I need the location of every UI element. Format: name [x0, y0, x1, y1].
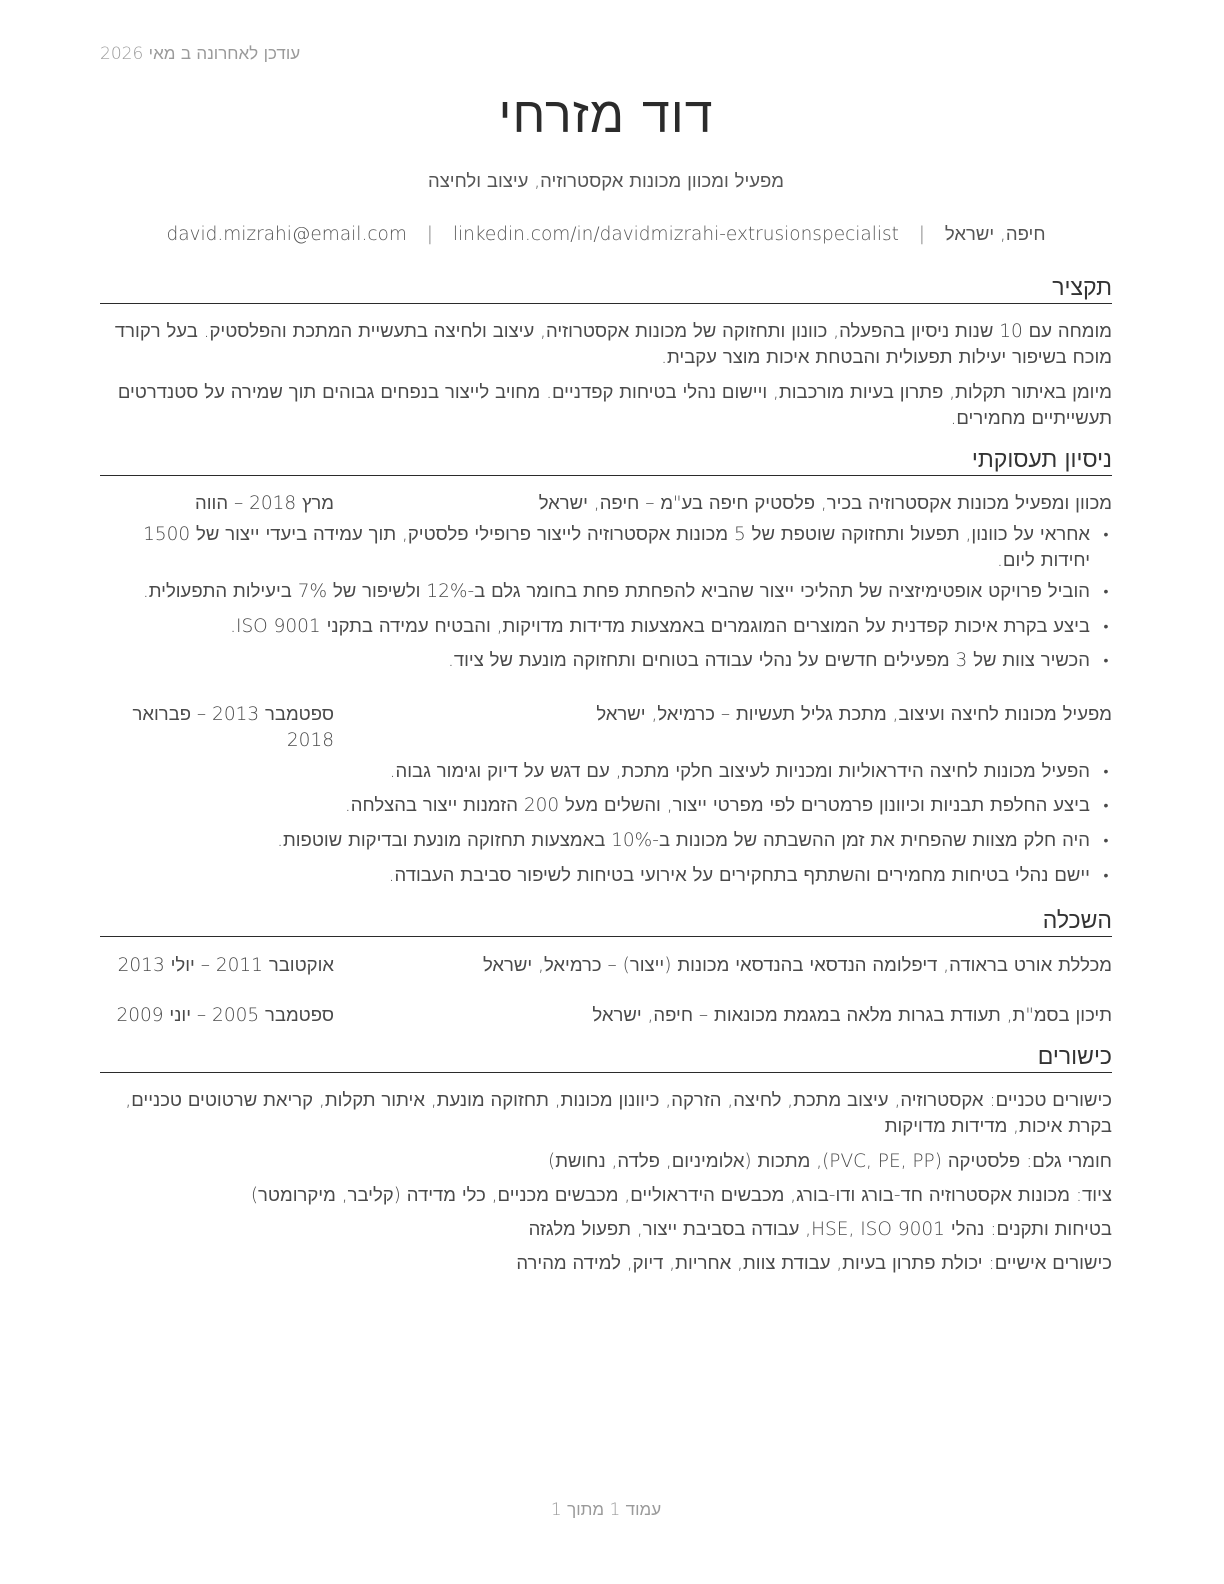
- job-dates: מרץ 2018 – הווה: [195, 493, 334, 514]
- skills-item: חומרי גלם: פלסטיקה (PVC, PE, PP), מתכות (אלומיניום, פלדה, נחושת): [547, 1151, 1112, 1172]
- contact-separator: |: [426, 224, 433, 245]
- contact-separator: |: [918, 224, 926, 245]
- education-name: מכללת אורט בראודה, דיפלומה הנדסאי בהנדסאי מכונות (ייצור) – כרמיאל, ישראל: [483, 955, 1112, 976]
- job-dates: ספטמבר 2013 – פברואר 2018: [132, 704, 334, 751]
- section-title-summary: תקציר: [100, 274, 1112, 304]
- education-dates: ספטמבר 2005 – יוני 2009: [116, 1005, 334, 1026]
- contact-email[interactable]: david.mizrahi@email.com: [166, 224, 407, 245]
- job-bullet: • הוביל פרויקט אופטימיזציה של תהליכי ייצור שהביא להפחתת פחת בחומר גלם ב-12% ולשיפור של 7% ביעילות התפעולית.: [100, 579, 1112, 605]
- education-dates: אוקטובר 2011 – יולי 2013: [117, 955, 334, 976]
- job-bullet: • יישם נהלי בטיחות מחמירים והשתתף בתחקירים על אירועי בטיחות לשיפור סביבת העבודה.: [100, 863, 1112, 889]
- contact-linkedin[interactable]: linkedin.com/in/davidmizrahi-extrusionspecialist: [452, 224, 899, 245]
- job-bullet: • הכשיר צוות של 3 מפעילים חדשים על נהלי עבודה בטוחים ותחזוקה מונעת של ציוד.: [100, 648, 1112, 674]
- section-title-experience: ניסיון תעסוקתי: [100, 446, 1112, 476]
- skills-item: כישורים טכניים: אקסטרוזיה, עיצוב מתכת, לחיצה, הזרקה, כיוונון מכונות, תחזוקה מונעת, איתור תקלות, קריאת שרטוטים טכניים, בקרת איכות, מדידות מדויקות: [125, 1090, 1112, 1137]
- summary-paragraph: מומחה עם 10 שנות ניסיון בהפעלה, כוונון ותחזוקה של מכונות אקסטרוזיה, עיצוב ולחיצה בתעשיית המתכת והפלסטיק. בעל רקורד מוכח בשיפור יעילות תפעולית והבטחת איכות מוצר עקבית.: [114, 321, 1112, 368]
- skills-item: ציוד: מכונות אקסטרוזיה חד-בורג ודו-בורג, מכבשים הידראוליים, מכבשים מכניים, כלי מדידה (קליבר, מיקרומטר): [250, 1185, 1112, 1206]
- skills-item: כישורים אישיים: יכולת פתרון בעיות, עבודת צוות, אחריות, דיוק, למידה מהירה: [516, 1253, 1112, 1274]
- section-title-education: השכלה: [100, 907, 1112, 937]
- skills-item: בטיחות ותקנים: נהלי HSE, ISO 9001, עבודה בסביבת ייצור, תפעול מלגזה: [528, 1219, 1112, 1240]
- job-bullet: • ביצע בקרת איכות קפדנית על המוצרים המוגמרים באמצעות מדידות מדויקות, והבטיח עמידה בתקני ISO 9001.: [100, 614, 1112, 640]
- job-bullet: • אחראי על כוונון, תפעול ותחזוקה שוטפת של 5 מכונות אקסטרוזיה לייצור פרופילי פלסטיק, תוך עמידה ביעדי ייצור של 1500 יחידות ליום.: [100, 522, 1112, 574]
- education-name: תיכון בסמ"ת, תעודת בגרות מלאה במגמת מכונאות – חיפה, ישראל: [592, 1005, 1112, 1026]
- job-role: מכוון ומפעיל מכונות אקסטרוזיה בכיר, פלסטיק חיפה בע"מ – חיפה, ישראל: [538, 493, 1112, 514]
- job-role: מפעיל מכונות לחיצה ועיצוב, מתכת גליל תעשיות – כרמיאל, ישראל: [596, 704, 1112, 725]
- candidate-subtitle: מפעיל ומכוון מכונות אקסטרוזיה, עיצוב ולחיצה: [427, 171, 785, 192]
- job-bullet: • היה חלק מצוות שהפחית את זמן ההשבתה של מכונות ב-10% באמצעות תחזוקה מונעת ובדיקות שוטפות.: [100, 828, 1112, 854]
- contact-line: [100, 223, 1112, 245]
- candidate-name: דוד מזרחי: [498, 86, 714, 144]
- job-bullet: • ביצע החלפת תבניות וכיוונון פרמטרים לפי מפרטי ייצור, והשלים מעל 200 הזמנות ייצור בהצלחה.: [100, 793, 1112, 819]
- job-bullet: • הפעיל מכונות לחיצה הידראוליות ומכניות לעיצוב חלקי מתכת, עם דגש על דיוק וגימור גבוה.: [100, 759, 1112, 785]
- contact-location: חיפה, ישראל: [944, 224, 1046, 245]
- resume-page: [100, 0, 1112, 1584]
- section-title-skills: כישורים: [100, 1043, 1112, 1073]
- page-number: עמוד 1 מתוך 1: [550, 1500, 662, 1520]
- last-updated: עודכן לאחרונה ב מאי 2026: [100, 44, 301, 64]
- summary-paragraph: מיומן באיתור תקלות, פתרון בעיות מורכבות, ויישום נהלי בטיחות קפדניים. מחויב לייצור בנפחים גבוהים תוך שמירה על סטנדרטים תעשייתיים מחמירים.: [117, 382, 1112, 429]
